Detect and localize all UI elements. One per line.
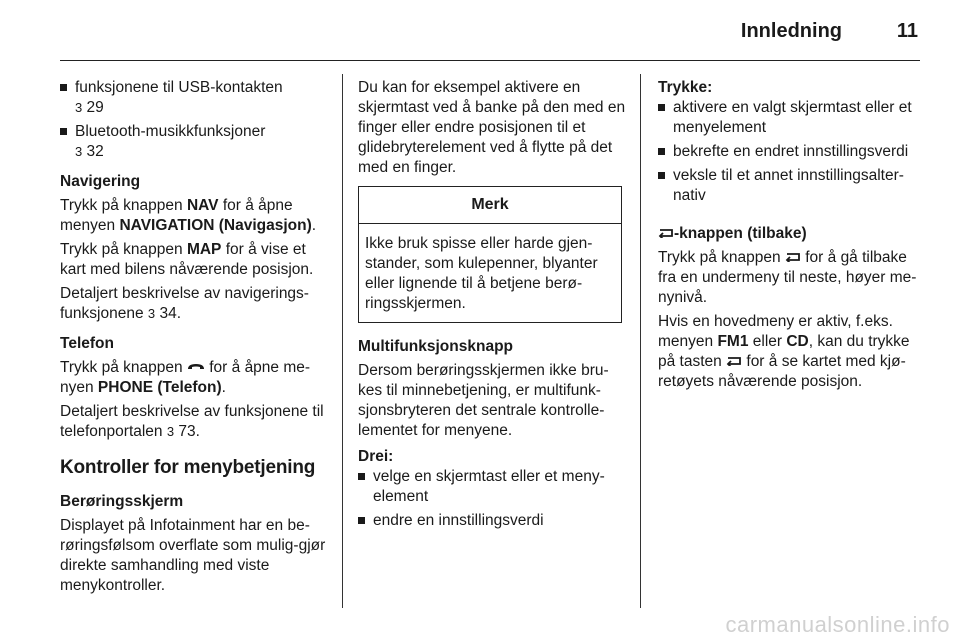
back-arrow-icon bbox=[726, 352, 742, 372]
section-heading-multifunction: Multifunksjonsknapp bbox=[358, 338, 513, 355]
section-heading-touchscreen: Berøringsskjerm bbox=[60, 493, 184, 511]
page-ref-arrow: 3 bbox=[166, 424, 175, 440]
bullet-square-icon bbox=[60, 128, 67, 135]
note-title: Merk bbox=[359, 187, 621, 224]
paragraph: Trykk på knappen MAP for å vise et kart med bilens nåværende posisjon. bbox=[60, 241, 314, 278]
list-item: funksjonene til USB-kontakten 3 29 bbox=[60, 78, 335, 118]
list-item: endre en innstillingsverdi bbox=[358, 511, 626, 531]
paragraph: Trykk på knappen for å åpne me-nyen PHONE (Telefon). bbox=[60, 359, 311, 397]
paragraph: Du kan for eksempel aktivere en skjermtast ved å banke på den med en finger eller endre posisjonen til et glidebryterelement ved å flytte på det med en finger. bbox=[358, 79, 626, 176]
chapter-title: Innledning bbox=[740, 20, 842, 42]
list-item: bekrefte en endret innstillingsverdi bbox=[658, 142, 923, 162]
note-body: Ikke bruk spisse eller harde gjen-stander, som kulepenner, blyanter eller lignende til å betjene berø-ringsskjermen. bbox=[365, 235, 598, 312]
list-item: Bluetooth-musikkfunksjoner 3 32 bbox=[60, 122, 335, 162]
page-ref: 32 bbox=[86, 143, 104, 160]
paragraph: Trykk på knappen for å gå tilbake fra en undermeny til neste, høyer me-nynivå. bbox=[658, 249, 917, 307]
section-heading-back: -knappen (tilbake) bbox=[658, 224, 923, 244]
column-3 bbox=[658, 78, 923, 396]
back-arrow-icon bbox=[785, 248, 801, 268]
paragraph: Displayet på Infotainment har en be-røringsfølsom overflate som mulig-gjør direkte samhandling med viste menykontroller. bbox=[60, 517, 326, 595]
section-heading-telefon: Telefon bbox=[60, 335, 114, 352]
bullet-square-icon bbox=[658, 104, 665, 111]
column-1 bbox=[60, 78, 335, 600]
paragraph: Detaljert beskrivelse av navigerings-funksjonene 3 34. bbox=[60, 285, 309, 322]
note-box bbox=[358, 186, 622, 323]
paragraph: Detaljert beskrivelse av funksjonene til telefonportalen 3 73. bbox=[60, 403, 324, 441]
section-title: Kontroller for menybetjening bbox=[60, 457, 316, 479]
page-ref-arrow: 3 bbox=[147, 306, 156, 321]
column-2 bbox=[358, 78, 626, 535]
label-turn: Drei: bbox=[358, 448, 394, 465]
header-rule bbox=[60, 60, 920, 61]
bullet-square-icon bbox=[658, 148, 665, 155]
list-item: veksle til et annet innstillingsalter-nativ bbox=[658, 166, 923, 206]
bullet-square-icon bbox=[358, 473, 365, 480]
paragraph: Trykk på knappen NAV for å åpne menyen NAVIGATION (Navigasjon). bbox=[60, 197, 317, 234]
phone-icon bbox=[187, 358, 205, 378]
bullet-square-icon bbox=[60, 84, 67, 91]
label-press: Trykke: bbox=[658, 79, 713, 96]
watermark: carmanualsonline.info bbox=[725, 612, 950, 637]
page-ref-arrow: 3 bbox=[75, 144, 83, 159]
paragraph: Dersom berøringsskjermen ikke bru-kes til minnebetjening, er multifunk-sjonsbryteren det sentrale kontrolle-lementet for menyene. bbox=[358, 362, 609, 439]
list-item: velge en skjermtast eller et meny-element bbox=[358, 467, 626, 507]
column-divider-1 bbox=[342, 74, 343, 608]
column-divider-2 bbox=[640, 74, 641, 608]
page-header bbox=[0, 18, 960, 48]
bullet-square-icon bbox=[658, 172, 665, 179]
back-arrow-icon bbox=[658, 224, 674, 244]
paragraph: Hvis en hovedmeny er aktiv, f.eks. menyen FM1 eller CD, kan du trykke på tasten for å se kartet med kjø-retøyets nåværende posisjon. bbox=[658, 313, 910, 391]
page-ref-arrow: 3 bbox=[75, 100, 83, 115]
list-item: aktivere en valgt skjermtast eller et menyelement bbox=[658, 98, 923, 138]
bullet-square-icon bbox=[358, 517, 365, 524]
page-number: 11 bbox=[896, 20, 918, 42]
section-heading-navigering: Navigering bbox=[60, 173, 141, 190]
page-ref: 29 bbox=[86, 99, 104, 116]
